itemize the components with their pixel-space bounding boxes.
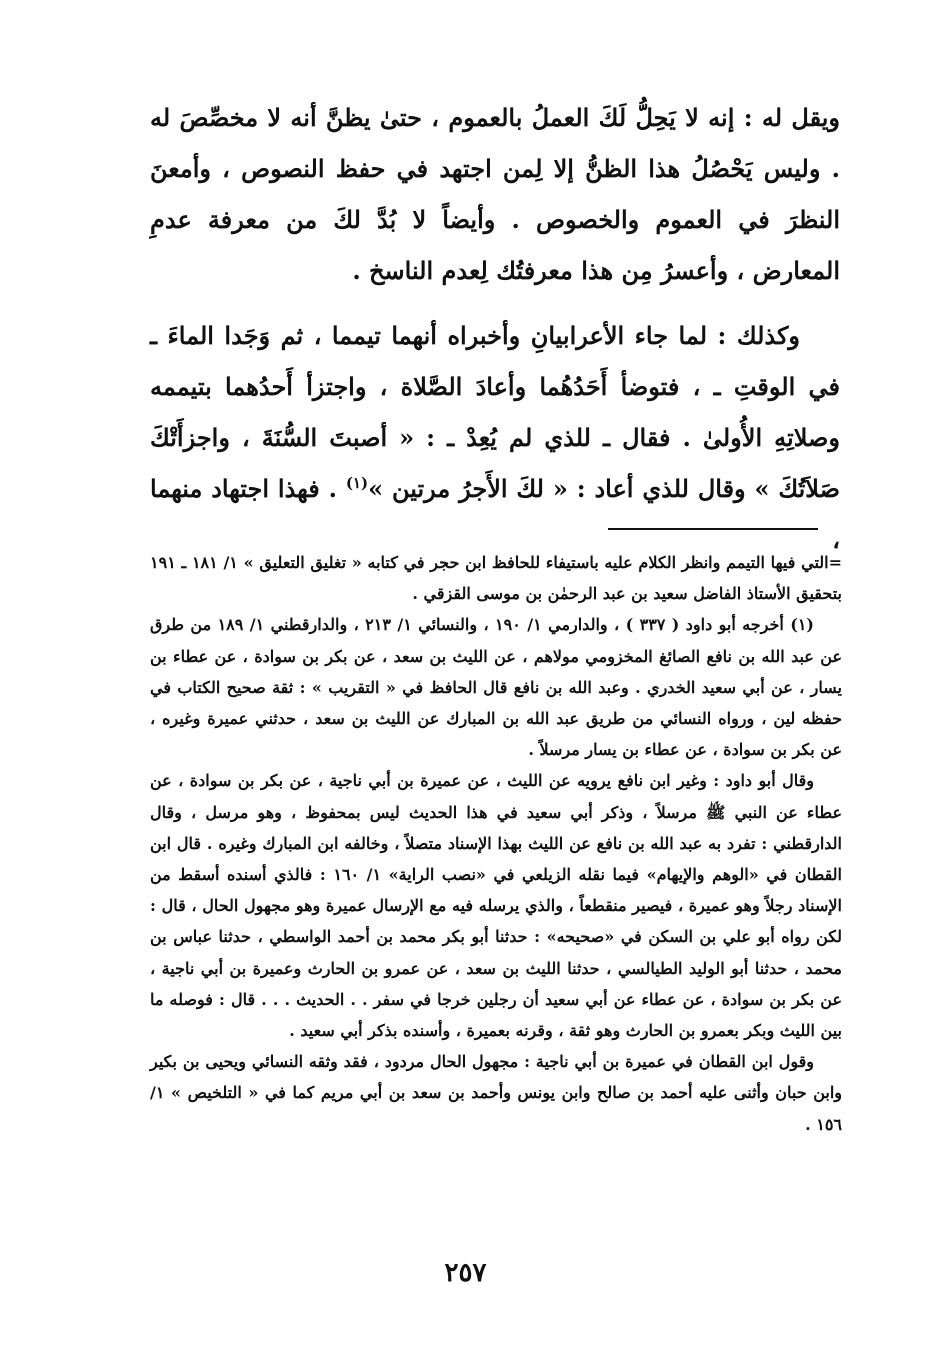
footnote-paragraph: وقال أبو داود : وغير ابن نافع يرويه عن الليث ، عن عميرة بن أبي ناجية ، عن بكر بن سوادة ، عن عطاء عن النبي ﷺ مرسلاً ، وذكر أبي سعيد في هذا الحديث ليس بمحفوظ ، وهو مرسل ، وقال الدارقطني : تفرد به عبد الله بن نافع عن الليث بهذا الإسناد متصلاً ، وخالفه ابن المبارك وغيره . قال ابن القطان في «الوهم والإيهام» فيما نقله الزيلعي في «نصب الراية» ١/ ١٦٠ : فالذي أسنده أسقط من الإسناد رجلاً وهو عميرة ، فيصير منقطعاً ، والذي يرسله فيه مع الإرسال عميرة وهو مجهول الحال ، قال : لكن رواه أبو علي بن السكن في «صحيحه» : حدثنا أبو بكر محمد بن أحمد الواسطي ، حدثنا عباس بن محمد ، حدثنا أبو الوليد الطيالسي ، حدثنا الليث بن سعد ، عن عمرو بن الحارث وعميرة بن أبي ناجية ، عن بكر بن سوادة ، عن عطاء عن أبي سعيد أن رجلين خرجا في سفر . . الحديث . . . قال : فوصله ما بين الليث وبكر بعمرو بن الحارث وهو ثقة ، وقرنه بعميرة ، وأسنده بذكر أبي سعيد .: [150, 771, 843, 1041]
main-paragraph: [150, 310, 840, 565]
main-paragraph-text: . فهذا اجتهاد منهما ،: [150, 474, 840, 554]
page-number: ٢٥٧: [444, 1258, 487, 1288]
paragraph-gap: [150, 296, 840, 310]
footnotes-block: [150, 547, 842, 1140]
footnote-continuation: =التي فيها التيمم وانظر الكلام عليه باستيفاء للحافظ ابن حجر في كتابه « تغليق التعليق » ١/ ١٨١ ـ ١٩١ بتحقيق الأستاذ الفاضل سعيد بن عبد الرحمٰن بن موسى القزقي .: [150, 553, 843, 604]
main-text-block: [150, 92, 840, 565]
footnote-paragraph: وقول ابن القطان في عميرة بن أبي ناجية : مجهول الحال مردود ، فقد وثقه النسائي ويحيى بن بكير وابن حبان وأثنى عليه أحمد بن صالح وابن يونس وأحمد بن سعد بن أبي مريم كما في « التلخيص » ١/ ١٥٦ .: [150, 1052, 842, 1134]
main-paragraph: ويقل له : إنه لا يَحِلُّ لَكَ العملُ بالعموم ، حتىٰ يظنَّ أنه لا مخصِّصَ له . وليس يَحْصُلُ هذا الظنُّ إلا لِمن اجتهد في حفظ النصوص ، وأمعنَ النظرَ في العموم والخصوص . وأيضاً لا بُدَّ لكَ من معرفة عدمِ المعارض ، وأعسرُ مِن هذا معرفتُك لِعدم الناسخ .: [150, 103, 840, 285]
footnote-paragraph: (١) أخرجه أبو داود ( ٣٣٧ ) ، والدارمي ١/ ١٩٠ ، والنسائي ١/ ٢١٣ ، والدارقطني ١/ ١٨٩ من طرق عن عبد الله بن نافع الصائغ المخزومي مولاهم ، عن الليث بن سعد ، عن بكر بن سوادة ، عن عطاء بن يسار ، عن أبي سعيد الخدري . وعبد الله بن نافع قال الحافظ في « التقريب » : ثقة صحيح الكتاب في حفظه لين ، ورواه النسائي من طريق عبد الله بن المبارك عن الليث بن سعد ، حدثني عميرة وغيره ، عن بكر بن سوادة ، عن عطاء بن يسار مرسلاً .: [150, 615, 843, 760]
footnote-separator: [608, 528, 818, 530]
footnote-marker: (١): [345, 474, 369, 492]
main-paragraph-text: وكذلك : لما جاء الأعرابيانِ وأخبراه أنهما تيمما ، ثم وَجَدا الماءَ ـ في الوقتِ ـ ، فتوضأ أَحَدُهُما وأعادَ الصَّلاة ، واجتزأ أَحدُهما بتيممه وصلاتِهِ الأُولىٰ . فقال ـ للذي لم يُعِدْ ـ : « أصبتَ السُّنَةَ ، واجزأَتْكَ صَلاَتُكَ » وقال للذي أعاد : « لكَ الأَجرُ مرتين »: [150, 321, 840, 503]
